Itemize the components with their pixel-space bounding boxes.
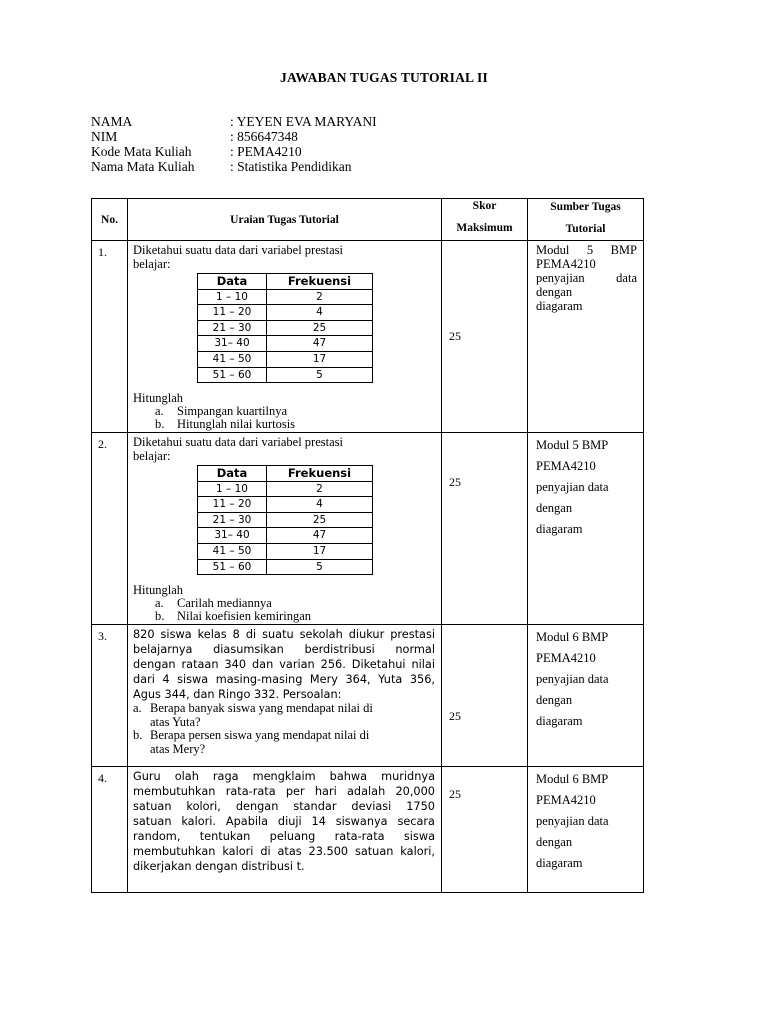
freq-header-data: Data	[198, 466, 267, 482]
sumber-line: diagaram	[536, 299, 583, 313]
desc-line: Guru olah raga mengklaim bahwa muridnya	[133, 770, 435, 783]
freq-cell-data: 31– 40	[198, 528, 267, 544]
freq-cell-frekuensi: 47	[267, 528, 373, 544]
freq-cell-data: 31– 40	[198, 336, 267, 352]
sumber-line: dengan	[536, 285, 573, 299]
header-sumber	[528, 199, 644, 241]
freq-cell-frekuensi: 25	[267, 512, 373, 528]
freq-row	[198, 481, 373, 497]
row-skor: 25	[442, 241, 528, 433]
table-row	[92, 767, 644, 893]
desc-line: dikerjakan dengan distribusi t.	[133, 860, 305, 873]
freq-row	[198, 528, 373, 544]
sumber-line: PEMA4210	[536, 459, 596, 473]
sumber-line: Modul 6 BMP	[536, 630, 609, 644]
freq-header-frekuensi: Frekuensi	[267, 274, 373, 290]
header-uraian: Uraian Tugas Tutorial	[128, 199, 442, 241]
freq-cell-frekuensi: 4	[267, 305, 373, 321]
identity-value: : YEYEN EVA MARYANI	[230, 114, 377, 129]
freq-cell-data: 51 – 60	[198, 367, 267, 383]
sub-marker: b.	[155, 609, 165, 624]
desc-line: membutuhkan rata-rata per hari adalah 20,000	[133, 785, 435, 798]
item-marker: a.	[133, 701, 142, 715]
freq-cell-frekuensi: 2	[267, 481, 373, 497]
row-number: 1.	[92, 241, 128, 433]
table-row	[92, 433, 644, 625]
hitung-label: Hitunglah	[133, 391, 183, 406]
sumber-line: penyajian data	[536, 480, 609, 494]
item-text: Berapa banyak siswa yang mendapat nilai di	[150, 701, 373, 715]
question-list	[133, 702, 435, 756]
identity-value: : PEMA4210	[230, 144, 302, 159]
frequency-table	[197, 273, 373, 383]
desc-line: Agus 344, dan Ringo 332. Persoalan:	[133, 688, 342, 701]
sumber-line: PEMA4210	[536, 257, 596, 271]
row-sumber	[528, 433, 644, 625]
sumber-line: dengan	[536, 501, 573, 515]
freq-row	[198, 351, 373, 367]
header-sumber-line1: Sumber Tugas	[550, 201, 621, 213]
desc-line: dengan rataan 340 dan varian 256. Diketahui nilai	[133, 658, 435, 671]
sub-question	[133, 610, 437, 623]
header-skor-line1: Skor	[472, 200, 497, 212]
freq-cell-frekuensi: 47	[267, 336, 373, 352]
freq-cell-frekuensi: 2	[267, 289, 373, 305]
document-title: JAWABAN TUGAS TUTORIAL II	[280, 70, 488, 85]
header-no: No.	[92, 199, 128, 241]
sub-text: Hitunglah nilai kurtosis	[177, 417, 296, 432]
row-sumber	[528, 767, 644, 893]
identity-row-nama-mk	[91, 159, 377, 174]
freq-cell-frekuensi: 4	[267, 497, 373, 513]
sumber-line: diagaram	[536, 856, 583, 870]
table-row	[92, 241, 644, 433]
sumber-line: dengan	[536, 693, 573, 707]
freq-cell-data: 11 – 20	[198, 305, 267, 321]
row-description	[128, 767, 442, 893]
row-skor: 25	[442, 625, 528, 767]
frequency-table	[197, 465, 373, 575]
item-text: Berapa persen siswa yang mendapat nilai di	[150, 728, 370, 742]
freq-cell-frekuensi: 25	[267, 320, 373, 336]
freq-header-frekuensi: Frekuensi	[267, 466, 373, 482]
sumber-line: penyajian data	[536, 672, 609, 686]
row-description	[128, 625, 442, 767]
sumber-line: dengan	[536, 835, 573, 849]
freq-cell-data: 1 – 10	[198, 481, 267, 497]
identity-value: : Statistika Pendidikan	[230, 159, 352, 174]
tugas-table	[91, 198, 644, 893]
freq-cell-frekuensi: 17	[267, 543, 373, 559]
row-number: 2.	[92, 433, 128, 625]
sub-text: Carilah mediannya	[177, 596, 272, 611]
freq-row	[198, 543, 373, 559]
identity-row-nama	[91, 114, 377, 129]
item-text: atas Mery?	[150, 741, 206, 756]
freq-cell-data: 21 – 30	[198, 320, 267, 336]
freq-row	[198, 289, 373, 305]
freq-row	[198, 497, 373, 513]
identity-block	[91, 114, 377, 174]
desc-line: belajarnya diasumsikan berdistribusi normal	[133, 643, 435, 656]
row-skor: 25	[442, 433, 528, 625]
desc-line: satuan kolori, dengan standar deviasi 1750	[133, 800, 435, 813]
header-sumber-line2: Tutorial	[565, 223, 606, 235]
table-header-row	[92, 199, 644, 241]
sumber-line: Modul 5 BMP	[536, 438, 609, 452]
freq-row	[198, 559, 373, 575]
identity-label: NAMA	[91, 114, 133, 129]
identity-label: Kode Mata Kuliah	[91, 144, 192, 159]
list-item	[133, 702, 435, 729]
row-description	[128, 241, 442, 433]
desc-line: membutuhkan kalori di atas 23.500 satuan kalori,	[133, 845, 435, 858]
desc-line: 820 siswa kelas 8 di suatu sekolah diukur prestasi	[133, 628, 435, 641]
identity-row-nim	[91, 129, 377, 144]
row-number: 4.	[92, 767, 128, 893]
row-sumber	[528, 625, 644, 767]
sumber-line: Modul 5 BMP	[536, 243, 637, 257]
sumber-line: PEMA4210	[536, 651, 596, 665]
sumber-line: penyajian data	[536, 271, 637, 285]
freq-cell-data: 1 – 10	[198, 289, 267, 305]
identity-row-kode	[91, 144, 377, 159]
row-sumber	[528, 241, 644, 433]
table-row	[92, 625, 644, 767]
freq-row	[198, 512, 373, 528]
freq-row	[198, 320, 373, 336]
freq-header-data: Data	[198, 274, 267, 290]
sub-text: Nilai koefisien kemiringan	[177, 609, 311, 624]
sumber-line: PEMA4210	[536, 793, 596, 807]
freq-cell-frekuensi: 5	[267, 559, 373, 575]
header-skor	[442, 199, 528, 241]
freq-cell-data: 11 – 20	[198, 497, 267, 513]
freq-row	[198, 305, 373, 321]
intro-line: belajar:	[133, 256, 171, 271]
row-description	[128, 433, 442, 625]
intro-line: Diketahui suatu data dari variabel prestasi	[133, 243, 343, 257]
sub-marker: b.	[155, 417, 165, 432]
sub-text: Simpangan kuartilnya	[177, 404, 288, 419]
header-skor-line2: Maksimum	[456, 222, 513, 234]
identity-value: : 856647348	[230, 129, 298, 144]
intro-line: Diketahui suatu data dari variabel prestasi	[133, 435, 343, 449]
sub-question	[133, 418, 437, 431]
desc-line: dari 4 siswa masing-masing Mery 364, Yuta 356,	[133, 673, 435, 686]
list-item	[133, 729, 435, 756]
sumber-line: penyajian data	[536, 814, 609, 828]
desc-line: random, tentukan peluang rata-rata siswa	[133, 830, 435, 843]
sumber-line: diagaram	[536, 522, 583, 536]
freq-cell-frekuensi: 17	[267, 351, 373, 367]
row-skor: 25	[442, 767, 528, 893]
sumber-line: Modul 6 BMP	[536, 772, 609, 786]
row-number: 3.	[92, 625, 128, 767]
freq-row	[198, 336, 373, 352]
sub-marker: a.	[155, 404, 164, 419]
freq-cell-frekuensi: 5	[267, 367, 373, 383]
hitung-label: Hitunglah	[133, 583, 183, 598]
desc-line: satuan kalori. Apabila diuji 14 siswanya secara	[133, 815, 435, 828]
freq-cell-data: 21 – 30	[198, 512, 267, 528]
freq-cell-data: 41 – 50	[198, 351, 267, 367]
sub-marker: a.	[155, 596, 164, 611]
freq-cell-data: 51 – 60	[198, 559, 267, 575]
identity-label: Nama Mata Kuliah	[91, 159, 195, 174]
item-text: atas Yuta?	[150, 714, 201, 729]
identity-label: NIM	[91, 129, 118, 144]
sumber-line: diagaram	[536, 714, 583, 728]
freq-cell-data: 41 – 50	[198, 543, 267, 559]
intro-line: belajar:	[133, 448, 171, 463]
item-marker: b.	[133, 728, 143, 742]
freq-row	[198, 367, 373, 383]
